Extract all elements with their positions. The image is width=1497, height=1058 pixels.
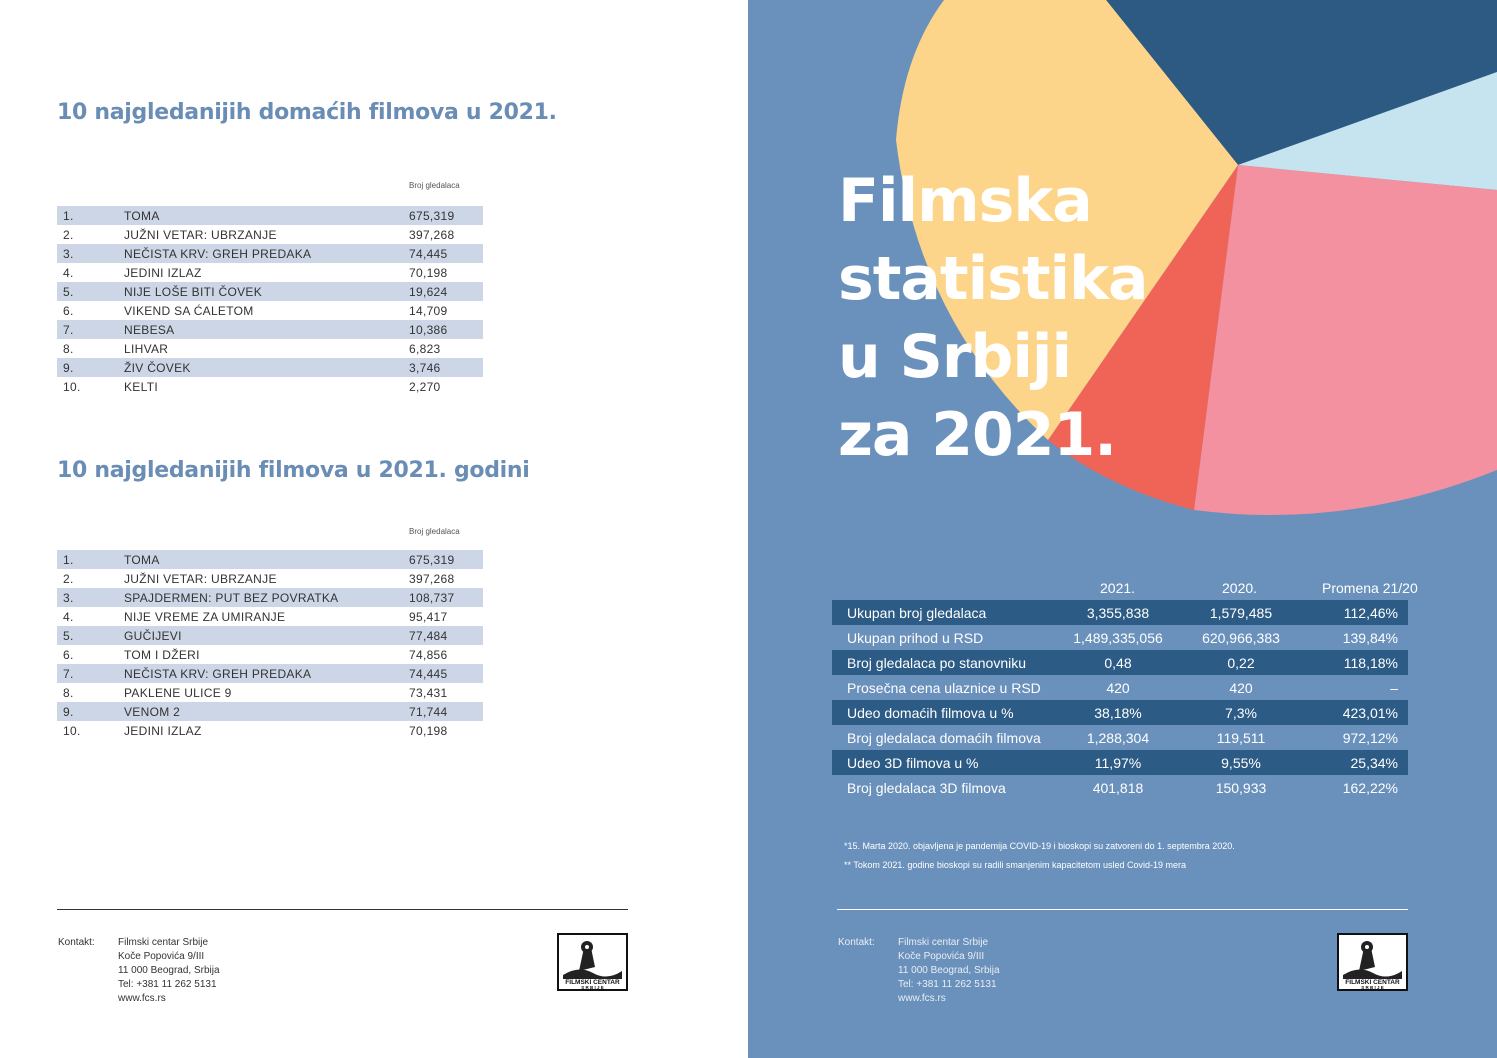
left-page (0, 0, 748, 1058)
table-row (57, 358, 483, 377)
table-row (57, 550, 483, 569)
logo-text: FILMSKI CENTAR (1345, 979, 1400, 986)
table-row (57, 626, 483, 645)
stat-2021: 1,489,335,056 (1073, 629, 1163, 646)
table-row (57, 225, 483, 244)
value-cell: 74,856 (409, 647, 448, 662)
rank-cell: 7. (63, 322, 74, 337)
overall-heading: 10 najgledanijih filmova u 2021. godini (57, 458, 530, 483)
title-cell: LIHVAR (124, 341, 169, 356)
table-row (57, 282, 483, 301)
stats-header-2020: 2020. (1222, 580, 1258, 596)
stat-2020: 150,933 (1215, 779, 1267, 796)
stats-row (832, 675, 1408, 700)
title-cell: TOMA (124, 208, 160, 223)
title-cell: TOM I DŽERI (124, 647, 200, 662)
stats-row (832, 625, 1408, 650)
overall-table (57, 550, 483, 740)
rank-cell: 2. (63, 227, 74, 242)
rank-cell: 1. (63, 208, 74, 223)
stats-row (832, 700, 1408, 725)
table-row (57, 683, 483, 702)
right-page (748, 0, 1497, 1058)
value-cell: 70,198 (409, 723, 448, 738)
rank-cell: 8. (63, 685, 74, 700)
stats-header-change: Promena 21/20 (1322, 580, 1418, 596)
title-cell: NEBESA (124, 322, 175, 337)
footer-divider (57, 909, 628, 910)
contact-line: 11 000 Beograd, Srbija (898, 965, 1000, 976)
title-cell: NIJE VREME ZA UMIRANJE (124, 609, 286, 624)
title-cell: VENOM 2 (124, 704, 181, 719)
value-cell: 397,268 (409, 227, 455, 242)
rank-cell: 9. (63, 704, 74, 719)
title-cell: NEČISTA KRV: GREH PREDAKA (124, 246, 312, 261)
stat-label: Udeo 3D filmova u % (847, 754, 979, 771)
stat-2021: 1,288,304 (1086, 729, 1150, 746)
stat-label: Ukupan prihod u RSD (847, 629, 984, 646)
stat-label: Udeo domaćih filmova u % (847, 704, 1014, 721)
title-cell: NIJE LOŠE BITI ČOVEK (124, 284, 263, 299)
stats-table (832, 600, 1408, 800)
value-cell: 70,198 (409, 265, 448, 280)
title-cell: TOMA (124, 552, 160, 567)
stats-row (832, 750, 1408, 775)
value-cell: 74,445 (409, 246, 448, 261)
value-cell: 10,386 (409, 322, 448, 337)
title-cell: JEDINI IZLAZ (124, 265, 202, 280)
table-row (57, 702, 483, 721)
stat-label: Broj gledalaca po stanovniku (847, 654, 1027, 671)
value-cell: 19,624 (409, 284, 448, 299)
table-row (57, 569, 483, 588)
table-row (57, 588, 483, 607)
title-cell: ŽIV ČOVEK (124, 360, 191, 375)
table-row (57, 320, 483, 339)
value-cell: 675,319 (409, 552, 455, 567)
stat-change: 118,18% (1343, 654, 1398, 671)
title-line: Filmska (838, 166, 1092, 236)
value-cell: 77,484 (409, 628, 448, 643)
title-cell: GUČIJEVI (124, 628, 182, 643)
table-row (57, 206, 483, 225)
fcs-logo (557, 933, 628, 991)
table-row (57, 263, 483, 282)
rank-cell: 3. (63, 246, 74, 261)
contact-label: Kontakt: (838, 937, 875, 948)
stats-row (832, 725, 1408, 750)
stat-label: Ukupan broj gledalaca (847, 604, 987, 621)
contact-website-link[interactable]: www.fcs.rs (118, 993, 166, 1004)
stat-label: Broj gledalaca domaćih filmova (847, 729, 1041, 746)
stat-label: Prosečna cena ulaznice u RSD (847, 679, 1041, 696)
table-row (57, 721, 483, 740)
contact-line: Filmski centar Srbije (118, 937, 209, 948)
pie-slice-pink (1194, 165, 1497, 515)
domestic-column-caption: Broj gledalaca (409, 181, 460, 190)
rank-cell: 10. (63, 379, 81, 394)
rank-cell: 2. (63, 571, 74, 586)
stat-label: Broj gledalaca 3D filmova (847, 779, 1006, 796)
table-row (57, 244, 483, 263)
contact-label: Kontakt: (58, 937, 95, 948)
contact-line: Filmski centar Srbije (898, 937, 989, 948)
stat-2020: 119,511 (1216, 729, 1266, 746)
table-row (57, 339, 483, 358)
logo-subtext: S R B I J E (581, 985, 604, 989)
rank-cell: 3. (63, 590, 74, 605)
title-cell: JUŽNI VETAR: UBRZANJE (124, 571, 277, 586)
value-cell: 675,319 (409, 208, 455, 223)
page-title (838, 162, 1147, 474)
stat-change: 423,01% (1342, 704, 1398, 721)
stat-2021: 3,355,838 (1086, 604, 1150, 621)
rank-cell: 1. (63, 552, 74, 567)
stats-row (832, 650, 1408, 675)
value-cell: 2,270 (409, 379, 441, 394)
title-cell: JEDINI IZLAZ (124, 723, 202, 738)
stat-change: 112,46% (1343, 604, 1398, 621)
value-cell: 73,431 (409, 685, 448, 700)
stat-2021: 11,97% (1094, 754, 1142, 771)
title-line: statistika (838, 244, 1148, 314)
rank-cell: 4. (63, 609, 74, 624)
value-cell: 397,268 (409, 571, 455, 586)
stat-2020: 420 (1229, 679, 1253, 696)
title-cell: VIKEND SA ĆALETOM (124, 303, 254, 318)
title-cell: SPAJDERMEN: PUT BEZ POVRATKA (124, 590, 339, 605)
stat-change: – (1390, 679, 1398, 696)
rank-cell: 6. (63, 647, 74, 662)
contact-line: Tel: +381 11 262 5131 (118, 979, 217, 990)
rank-cell: 8. (63, 341, 74, 356)
logo-text: FILMSKI CENTAR (565, 979, 620, 986)
domestic-table (57, 206, 483, 396)
overall-column-caption: Broj gledalaca (409, 527, 460, 536)
value-cell: 3,746 (409, 360, 441, 375)
value-cell: 74,445 (409, 666, 448, 681)
stat-change: 162,22% (1342, 779, 1398, 796)
footnote-2: ** Tokom 2021. godine bioskopi su radili smanjenim kapacitetom usled Covid-19 mera (844, 860, 1187, 870)
contact-website-link[interactable]: www.fcs.rs (898, 993, 946, 1004)
rank-cell: 10. (63, 723, 81, 738)
stats-row (832, 600, 1408, 625)
logo-subtext: S R B I J E (1361, 985, 1384, 989)
stat-2021: 0,48 (1104, 654, 1132, 671)
stat-2020: 0,22 (1227, 654, 1255, 671)
stat-2020: 7,3% (1225, 704, 1257, 721)
value-cell: 95,417 (409, 609, 448, 624)
title-line: za 2021. (838, 400, 1117, 470)
domestic-heading: 10 najgledanijih domaćih filmova u 2021. (57, 100, 557, 125)
stat-2021: 38,18% (1094, 704, 1142, 721)
stats-header-2021: 2021. (1100, 580, 1136, 596)
rank-cell: 9. (63, 360, 74, 375)
value-cell: 14,709 (409, 303, 448, 318)
footnote-1: *15. Marta 2020. objavljena je pandemija COVID-19 i bioskopi su zatvoreni do 1. septembra 2020. (844, 841, 1235, 851)
stats-row (832, 775, 1408, 800)
contact-line: 11 000 Beograd, Srbija (118, 965, 220, 976)
title-line: u Srbiji (838, 322, 1072, 392)
contact-line: Koče Popovića 9/III (118, 951, 205, 962)
stat-2021: 420 (1106, 679, 1130, 696)
contact-line: Tel: +381 11 262 5131 (898, 979, 997, 990)
fcs-logo (1337, 933, 1408, 991)
value-cell: 6,823 (409, 341, 441, 356)
stat-2021: 401,818 (1092, 779, 1144, 796)
stat-change: 972,12% (1342, 729, 1398, 746)
stat-change: 139,84% (1342, 629, 1398, 646)
value-cell: 108,737 (409, 590, 455, 605)
stat-2020: 1,579,485 (1209, 604, 1273, 621)
stat-2020: 9,55% (1221, 754, 1261, 771)
rank-cell: 5. (63, 284, 74, 299)
footer-divider (837, 909, 1408, 910)
stat-2020: 620,966,383 (1202, 629, 1280, 646)
table-row (57, 645, 483, 664)
table-row (57, 664, 483, 683)
table-row (57, 607, 483, 626)
contact-line: Koče Popovića 9/III (898, 951, 985, 962)
table-row (57, 377, 483, 396)
rank-cell: 5. (63, 628, 74, 643)
rank-cell: 4. (63, 265, 74, 280)
table-row (57, 301, 483, 320)
stat-change: 25,34% (1350, 754, 1398, 771)
title-cell: JUŽNI VETAR: UBRZANJE (124, 227, 277, 242)
rank-cell: 6. (63, 303, 74, 318)
title-cell: NEČISTA KRV: GREH PREDAKA (124, 666, 312, 681)
title-cell: KELTI (124, 379, 158, 394)
value-cell: 71,744 (409, 704, 448, 719)
rank-cell: 7. (63, 666, 74, 681)
title-cell: PAKLENE ULICE 9 (124, 685, 232, 700)
